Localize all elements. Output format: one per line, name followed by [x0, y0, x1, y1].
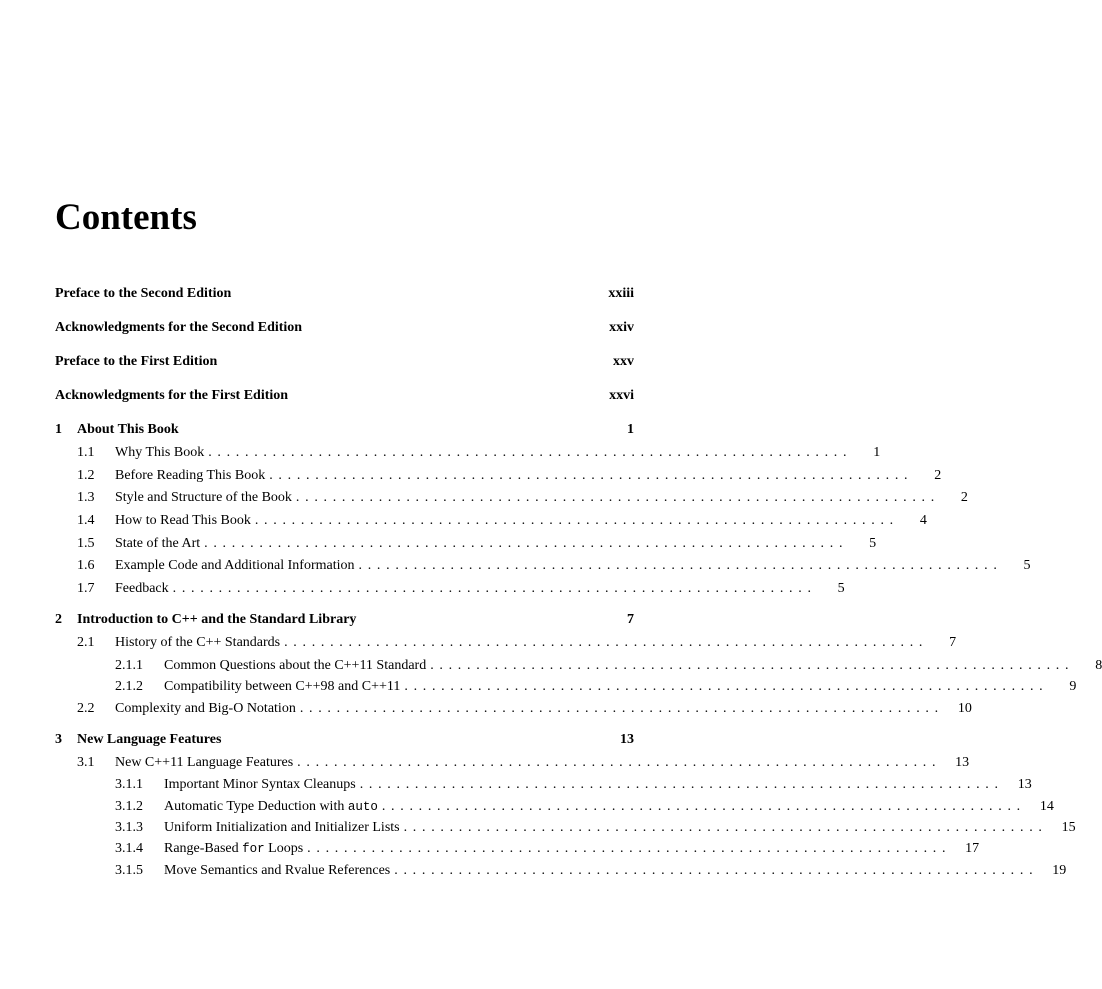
toc-section-1-4[interactable]: [55, 511, 927, 531]
section-label: History of the C++ Standards: [115, 633, 284, 653]
toc-subsection-3-1-4[interactable]: [55, 839, 980, 859]
toc-section-3-1[interactable]: [55, 753, 970, 773]
dot-leader: ......................................................................: [430, 657, 1075, 673]
toc-section-2-2[interactable]: [55, 699, 972, 719]
chapter-page: 13: [620, 731, 634, 747]
section-label: New C++11 Language Features: [115, 753, 297, 773]
subsection-page: 9: [1069, 679, 1077, 695]
page-title: Contents: [55, 197, 197, 238]
dot-leader: ......................................................................: [359, 777, 1004, 793]
chapter-number: 3: [55, 731, 62, 747]
dot-leader: ......................................................................: [254, 513, 899, 529]
toc-entry-page: xxvi: [609, 388, 634, 403]
subsection-number: 2.1.1: [115, 657, 143, 673]
subsection-number: 3.1.3: [115, 820, 143, 836]
dot-leader: ......................................................................: [299, 700, 944, 716]
subsection-page: 19: [1052, 862, 1067, 878]
table-of-contents: [55, 284, 1102, 882]
section-label: Why This Book: [115, 443, 208, 463]
subsection-label: [164, 797, 382, 817]
section-number: 1.6: [77, 558, 95, 574]
subsection-label: Uniform Initialization and Initializer Lists: [164, 818, 404, 838]
toc-section-1-6[interactable]: [55, 556, 1031, 576]
toc-entry-label: Acknowledgments for the Second Edition: [55, 318, 306, 338]
subsection-page: 17: [965, 841, 980, 857]
toc-section-2-1[interactable]: [55, 633, 957, 653]
section-number: 1.1: [77, 445, 95, 460]
subsection-page: 13: [1017, 777, 1032, 793]
section-page: 2: [934, 467, 942, 483]
toc-section-1-1[interactable]: [55, 443, 881, 463]
section-number: 3.1: [77, 754, 95, 770]
dot-leader: ......................................................................: [295, 490, 940, 506]
dot-leader: ......................................................................: [297, 754, 942, 770]
section-label: Before Reading This Book: [115, 466, 269, 486]
section-page: 4: [919, 513, 927, 529]
section-label: Complexity and Big-O Notation: [115, 699, 300, 719]
toc-section-1-5[interactable]: [55, 534, 877, 554]
dot-leader: ......................................................................: [204, 535, 849, 551]
section-label: State of the Art: [115, 534, 204, 554]
code-keyword-for: for: [242, 842, 265, 857]
section-label: How to Read This Book: [115, 511, 255, 531]
section-number: 1.4: [77, 513, 95, 529]
subsection-label-suffix: Loops: [264, 841, 304, 857]
dot-leader: ......................................................................: [394, 862, 1039, 878]
section-page: 5: [1023, 558, 1031, 574]
dot-leader: ......................................................................: [381, 798, 1026, 814]
section-number: 1.7: [77, 581, 95, 597]
chapter-label: Introduction to C++ and the Standard Library: [77, 610, 360, 630]
subsection-label: Compatibility between C++98 and C++11: [164, 677, 404, 697]
section-number: 2.1: [77, 635, 95, 651]
section-page: 13: [955, 754, 970, 770]
section-number: 1.3: [77, 490, 95, 506]
toc-entry-label: Preface to the Second Edition: [55, 284, 235, 304]
section-page: 2: [960, 490, 968, 506]
toc-entry-page: xxiv: [609, 320, 634, 335]
toc-subsection-2-1-1[interactable]: [55, 656, 1102, 676]
subsection-number: 2.1.2: [115, 679, 143, 695]
subsection-number: 3.1.2: [115, 798, 143, 814]
toc-section-1-3[interactable]: [55, 488, 968, 508]
section-page: 7: [949, 635, 957, 651]
toc-subsection-3-1-3[interactable]: [55, 818, 1076, 838]
section-number: 1.5: [77, 535, 95, 551]
dot-leader: ......................................................................: [403, 820, 1048, 836]
section-label: Feedback: [115, 579, 173, 599]
toc-section-1-2[interactable]: [55, 466, 942, 486]
subsection-label: Important Minor Syntax Cleanups: [164, 775, 360, 795]
toc-subsection-3-1-2[interactable]: [55, 797, 1054, 817]
section-page: 5: [837, 581, 845, 597]
subsection-page: 8: [1095, 657, 1102, 673]
dot-leader: ......................................................................: [358, 558, 1003, 574]
section-page: 1: [873, 445, 881, 460]
section-number: 1.2: [77, 467, 95, 483]
section-label: Style and Structure of the Book: [115, 488, 296, 508]
section-number: 2.2: [77, 700, 95, 716]
toc-entry-label: Acknowledgments for the First Edition: [55, 386, 292, 406]
toc-subsection-3-1-1[interactable]: [55, 775, 1032, 795]
section-page: 5: [869, 535, 877, 551]
chapter-label: About This Book: [77, 420, 183, 440]
section-label: Example Code and Additional Information: [115, 556, 359, 576]
chapter-label: New Language Features: [77, 730, 225, 750]
toc-entry-preface-second-edition[interactable]: [55, 284, 634, 304]
dot-leader: ......................................................................: [208, 445, 853, 460]
subsection-number: 3.1.1: [115, 777, 143, 793]
subsection-label: [164, 839, 307, 859]
toc-entry-acknowledgments-second-edition[interactable]: [55, 318, 634, 338]
toc-section-1-7[interactable]: [55, 579, 845, 599]
chapter-page: 7: [627, 612, 634, 628]
toc-entry-preface-first-edition[interactable]: [55, 352, 634, 372]
subsection-page: 15: [1061, 820, 1076, 836]
chapter-number: 1: [55, 422, 62, 437]
toc-chapter-1[interactable]: [55, 420, 634, 440]
dot-leader: ......................................................................: [307, 841, 952, 857]
toc-entry-label: Preface to the First Edition: [55, 352, 221, 372]
subsection-number: 3.1.5: [115, 862, 143, 878]
toc-entry-page: xxiii: [608, 286, 634, 301]
toc-chapter-2[interactable]: [55, 610, 634, 630]
chapter-number: 2: [55, 612, 62, 628]
toc-subsection-3-1-5[interactable]: [55, 861, 1067, 881]
dot-leader: ......................................................................: [269, 467, 914, 483]
subsection-page: 14: [1039, 798, 1054, 814]
chapter-page: 1: [627, 422, 634, 437]
toc-subsection-2-1-2[interactable]: [55, 677, 1077, 697]
subsection-label: Common Questions about the C++11 Standard: [164, 656, 430, 676]
dot-leader: ......................................................................: [284, 635, 929, 651]
subsection-label-text: Automatic Type Deduction with: [164, 798, 348, 814]
section-page: 10: [957, 700, 972, 716]
toc-chapter-3[interactable]: [55, 730, 634, 750]
code-keyword-auto: auto: [347, 799, 378, 814]
subsection-number: 3.1.4: [115, 841, 143, 857]
subsection-label-text: Range-Based: [164, 841, 243, 857]
dot-leader: ......................................................................: [404, 679, 1049, 695]
dot-leader: ......................................................................: [172, 581, 817, 597]
toc-entry-acknowledgments-first-edition[interactable]: [55, 386, 634, 406]
subsection-label: Move Semantics and Rvalue References: [164, 861, 394, 881]
toc-entry-page: xxv: [613, 354, 634, 369]
